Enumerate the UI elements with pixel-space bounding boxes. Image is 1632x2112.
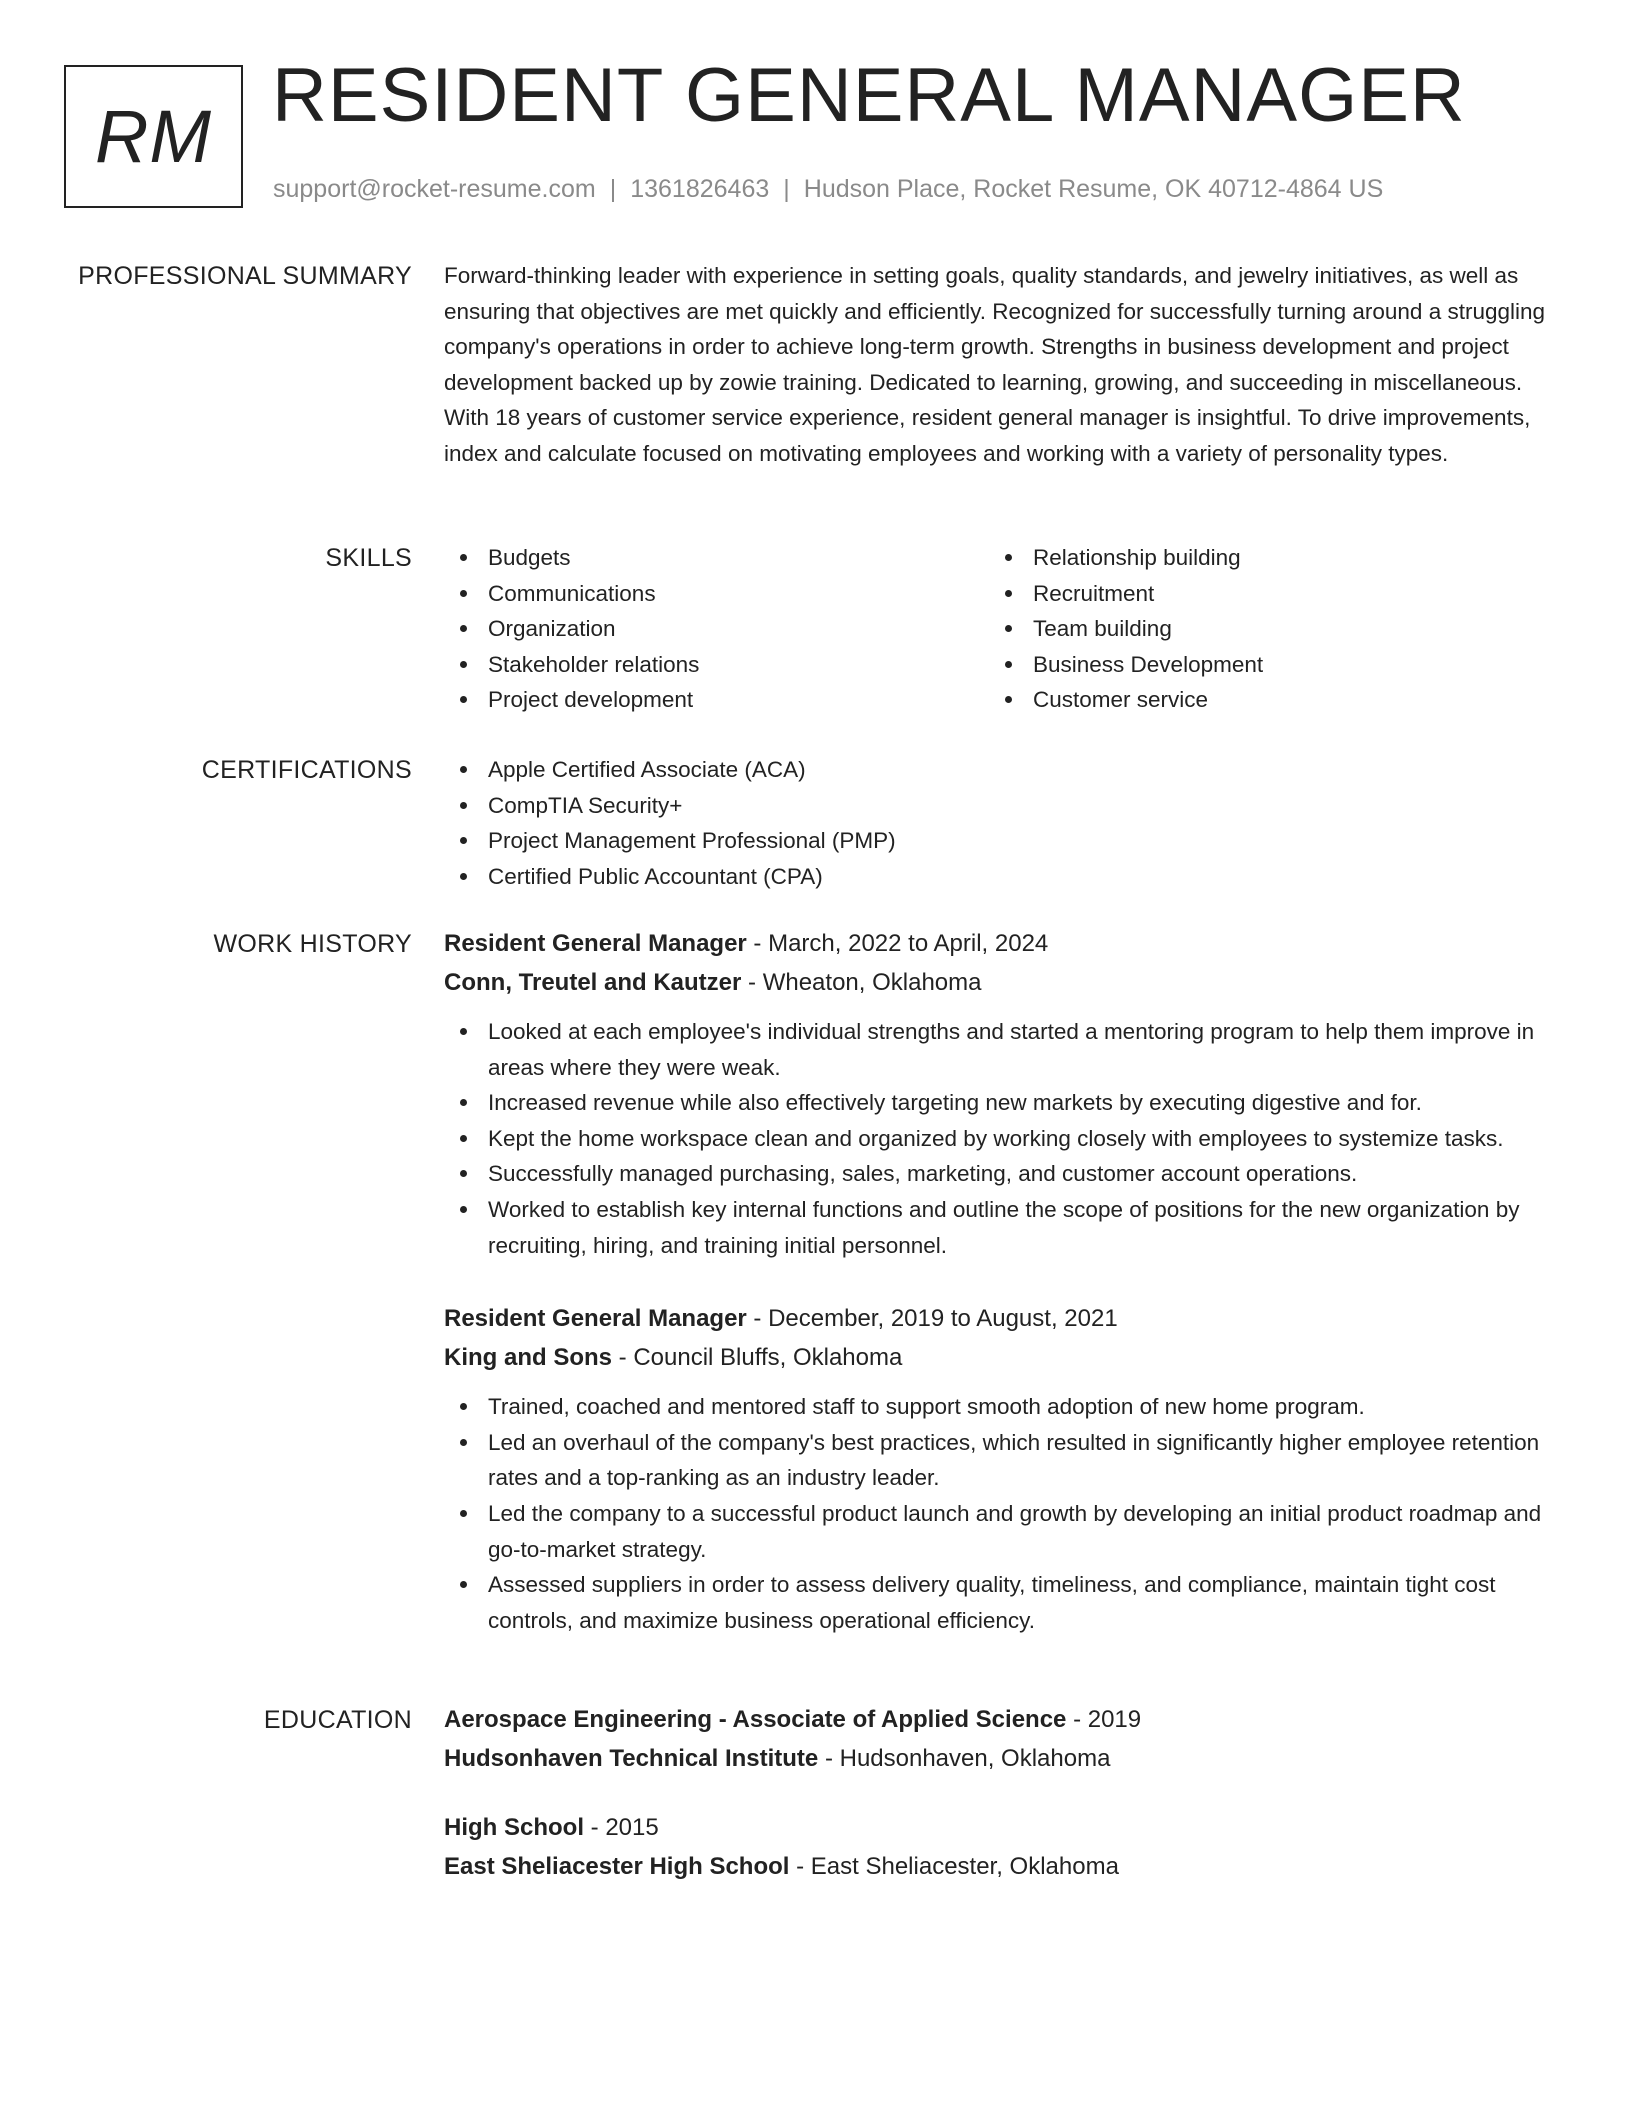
skill-item: Communications bbox=[444, 576, 989, 612]
job-bullet: Assessed suppliers in order to assess delivery quality, timeliness, and compliance, maintain tight cost controls, and maximize business operational efficiency. bbox=[444, 1567, 1559, 1638]
job-company: Conn, Treutel and Kautzer bbox=[444, 969, 742, 996]
skill-item: Organization bbox=[444, 611, 989, 647]
job-bullet: Successfully managed purchasing, sales, marketing, and customer account operations. bbox=[444, 1156, 1559, 1192]
job-entry bbox=[444, 924, 1559, 1263]
job-bullet: Led an overhaul of the company's best practices, which resulted in significantly higher employee retention rates and a top-ranking as an industry leader. bbox=[444, 1425, 1559, 1496]
job-location: - Council Bluffs, Oklahoma bbox=[612, 1344, 903, 1372]
degree-year: - 2015 bbox=[584, 1814, 659, 1841]
degree-year: - 2019 bbox=[1066, 1706, 1142, 1733]
job-bullets bbox=[444, 1014, 1559, 1263]
skill-item: Team building bbox=[989, 611, 1534, 647]
job-title: Resident General Manager bbox=[444, 930, 747, 957]
job-entry bbox=[444, 1299, 1559, 1638]
job-bullet: Trained, coached and mentored staff to support smooth adoption of new home program. bbox=[444, 1389, 1559, 1425]
skill-item: Stakeholder relations bbox=[444, 647, 989, 683]
job-bullet: Increased revenue while also effectively targeting new markets by executing digestive and for. bbox=[444, 1085, 1559, 1121]
job-location: - Wheaton, Oklahoma bbox=[741, 969, 982, 996]
contact-separator: | bbox=[783, 175, 790, 203]
job-company-line bbox=[444, 1338, 1559, 1377]
job-bullet: Looked at each employee's individual strengths and started a mentoring program to help them improve in areas where they were weak. bbox=[444, 1014, 1559, 1085]
skill-item: Business Development bbox=[989, 647, 1534, 683]
contact-email[interactable]: support@rocket-resume.com bbox=[273, 175, 596, 203]
job-company: King and Sons bbox=[444, 1344, 612, 1372]
skills-heading: SKILLS bbox=[325, 544, 412, 572]
work-history-heading: WORK HISTORY bbox=[213, 930, 412, 958]
school-line bbox=[444, 1847, 1559, 1886]
job-bullet: Kept the home workspace clean and organized by working closely with employees to systemize tasks. bbox=[444, 1121, 1559, 1157]
skill-item: Project development bbox=[444, 682, 989, 718]
job-company-line bbox=[444, 963, 1559, 1002]
certifications-list bbox=[444, 752, 1559, 894]
skill-item: Relationship building bbox=[989, 540, 1534, 576]
degree: High School bbox=[444, 1814, 584, 1841]
education-entry bbox=[444, 1700, 1559, 1778]
skill-item: Recruitment bbox=[989, 576, 1534, 612]
contact-separator: | bbox=[609, 175, 617, 203]
job-title-line bbox=[444, 1299, 1559, 1338]
contact-line bbox=[273, 175, 1383, 204]
education-heading: EDUCATION bbox=[263, 1706, 412, 1734]
certification-item: Apple Certified Associate (ACA) bbox=[444, 752, 1559, 788]
certification-item: Certified Public Accountant (CPA) bbox=[444, 859, 1559, 895]
certification-item: Project Management Professional (PMP) bbox=[444, 823, 1559, 859]
job-bullet: Worked to establish key internal functions and outline the scope of positions for the new organization by recruiting, hiring, and training initial personnel. bbox=[444, 1192, 1559, 1263]
contact-address: Hudson Place, Rocket Resume, OK 40712-4864 US bbox=[803, 175, 1384, 203]
job-title-line bbox=[444, 924, 1559, 963]
monogram-box bbox=[64, 65, 243, 208]
school-location: - Hudsonhaven, Oklahoma bbox=[818, 1745, 1111, 1772]
school: Hudsonhaven Technical Institute bbox=[444, 1745, 819, 1772]
job-title: Resident General Manager bbox=[444, 1305, 747, 1333]
school-line bbox=[444, 1739, 1559, 1778]
contact-phone[interactable]: 1361826463 bbox=[630, 175, 770, 203]
summary-text: Forward-thinking leader with experience in setting goals, quality standards, and jewelry initiatives, as well as ensuring that objectives are met quickly and efficiently. Recognized for successfully turning around a struggling company's operations in order to achieve long-term growth. Strengths in business development and project development backed up by zowie training. Dedicated to learning, growing, and succeeding in miscellaneous. With 18 years of customer service experience, resident general manager is insightful. To drive improvements, index and calculate focused on motivating employees and working with a variety of personality types. bbox=[444, 263, 1546, 466]
skill-item: Customer service bbox=[989, 682, 1534, 718]
school-location: - East Sheliacester, Oklahoma bbox=[789, 1853, 1119, 1880]
job-dates: - March, 2022 to April, 2024 bbox=[746, 930, 1049, 957]
degree-line bbox=[444, 1808, 1559, 1847]
skills-list-right bbox=[989, 540, 1534, 718]
certifications-heading: CERTIFICATIONS bbox=[201, 756, 412, 784]
resume-name: RESIDENT GENERAL MANAGER bbox=[272, 53, 1466, 138]
degree-line bbox=[444, 1700, 1559, 1739]
monogram-initials: RM bbox=[94, 95, 213, 178]
school: East Sheliacester High School bbox=[444, 1853, 790, 1880]
job-bullet: Led the company to a successful product launch and growth by developing an initial product roadmap and go-to-market strategy. bbox=[444, 1496, 1559, 1567]
certification-item: CompTIA Security+ bbox=[444, 788, 1559, 824]
job-bullets bbox=[444, 1389, 1559, 1638]
skill-item: Budgets bbox=[444, 540, 989, 576]
summary-heading: PROFESSIONAL SUMMARY bbox=[78, 262, 412, 290]
education-entry bbox=[444, 1808, 1559, 1886]
degree: Aerospace Engineering - Associate of Applied Science bbox=[444, 1706, 1067, 1733]
skills-list-left bbox=[444, 540, 989, 718]
job-dates: - December, 2019 to August, 2021 bbox=[746, 1305, 1118, 1333]
